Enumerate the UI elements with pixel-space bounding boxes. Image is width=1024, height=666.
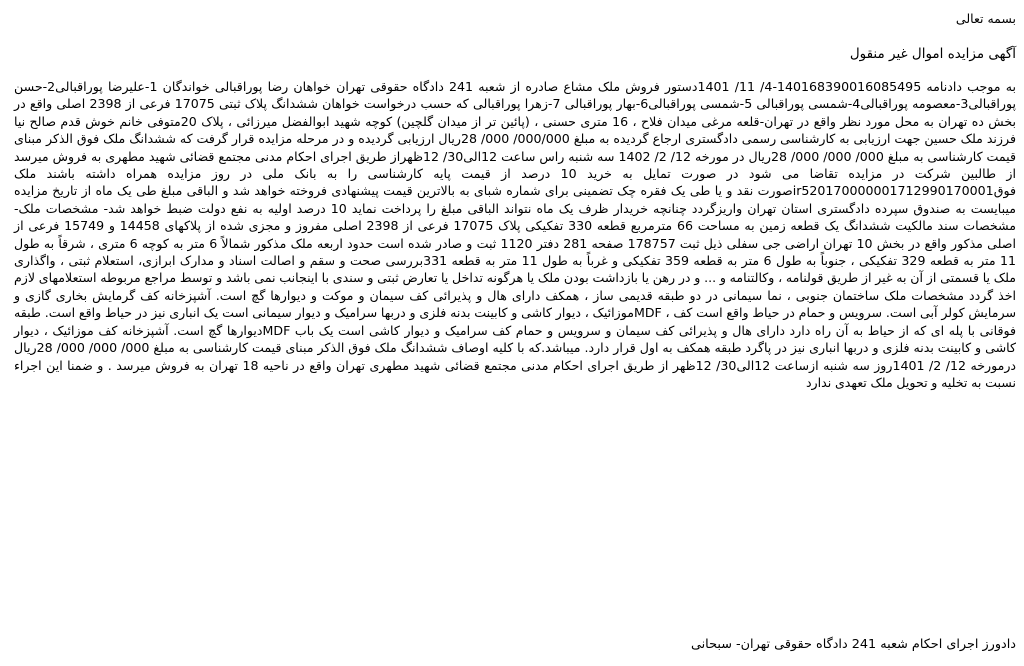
notice-title: آگهی مزایده اموال غیر منقول: [849, 46, 1016, 62]
notice-body-paragraph: به موجب دادنامه 140168390016085495-4/ 11/ 1401دستور فروش ملک مشاع صادره از شعبه 241 دادگاه حقوقی تهران خواهان رضا پوراقبالی خواندگان 1-علیرضا پوراقبالی2-حسن پوراقبالی3-معصومه پوراقبالی4-شمسی پوراقبالی 5-شمسی پوراقبالی6-بهار پوراقبالی 7-زهرا پوراقبالی که حسب درخواست خواهان ششدانگ پلاک ثبتی 17075 فرعی از 2398 اصلی واقع در بخش ده تهران به محل مورد نظر واقع در تهران-قلعه مرغی میدان فلاح ، 16 متری حسنی ، (پائین تر از میدان گلچین) کوچه شهید ابوالفضل میرزائی ، پلاک 20متوفی خانم خوش قدم صالح نیا فرزند ملک حسین جهت ارزیابی به کارشناسی رسمی دادگستری ارجاع گردیده به مبلغ 000/000/ 000/ 28ریال ارزیابی گردیده و در مرحله مزایده قرار گرفت که ششدانگ ملک فوق الذکر مبنای قیمت کارشناسی به مبلغ 000/ 000/ 000/ 28ریال در مورخه 12/ 2/ 1402 سه شنبه راس ساعت 12الی30/ 12ظهراز طریق اجرای احکام مدنی مجتمع قضائی شهید مطهری به فروش میرسد از طالبین شرکت در مزایده تقاضا می شود در صورت تمایل به خرید 10 درصد از قیمت پایه کارشناسی را به بانک ملی در روز مزایده همراه داشته باشند ملک فوقir520170000001712990170001صورت نقد و یا طی یک فقره چک تضمینی برای شماره شبای به بالاترین قیمت پیشنهادی فروخته خواهد شد و الباقی مبلغ طی یک ماه از تاریخ مزایده میبایست به صندوق سپرده دادگستری استان تهران واریزگردد چنانچه خریدار ظرف یک ماه نتواند الباقی مبلغ را پرداخت نماید 10 درصد اولیه به نفع دولت ضبط خواهد شد- مشخصات ملک-مشخصات سند مالکیت ششدانگ یک قطعه زمین به مساحت 66 مترمربع قطعه 330 تفکیکی پلاک 17075 فرعی از 2398 اصلی مفروز و مجزی شده از پلاکهای 14458 و 15749 فرعی از اصلی مذکور واقع در بخش 10 تهران اراضی جی سفلی ذیل ثبت 178757 صفحه 281 دفتر 1120 ثبت و صادر شده است حدود اربعه ملک مذکور شمالاً 6 متر به کوچه 6 متری ، شرقاً به طول 11 متر به قطعه 329 تفکیکی ، جنوباً به طول 6 متر به قطعه 359 تفکیکی و غرباً به طول 11 متر به قطعه 331بررسی صحت و سقم و اصالت اسناد و مدارک ابرازی، استعلام ثبتی ، واگذاری ملک یا قسمتی از آن به غیر از طریق قولنامه ، وکالتنامه و ... و در رهن یا بازداشت بودن ملک یا هرگونه تداخل یا تعارض ثبتی و سندی با اینجانب نمی باشد و توسط مراجع مربوطه استعلامهای لازم اخذ گردد مشخصات ملک ساختمان جنوبی ، نما سیمانی در دو طبقه قدیمی ساز ، همکف دارای هال و پذیرائی کف سیمان و موکت و دیوارها گچ است. آشپزخانه کف گرمایش بخاری گازی و سرمایش کولر آبی است. سرویس و حمام در حیاط واقع است کف ، MDFموزائیک ، دیوار کاشی و کابینت بدنه فلزی و دربها سرامیک و دیوار سیمانی است یک انباری نیز در حیاط واقع است. طبقه فوقانی با پله ای که از حیاط به آن راه دارد دارای هال و پذیرائی کف سیمان و سرویس و حمام کف سرامیک و دیوار کاشی است یک باب MDFدیوارها گچ است. آشپزخانه کف موزائیک ، دیوار کاشی و کابینت بدنه فلزی و دربها انباری نیز در پاگرد طبقه همکف به اول قرار دارد. میباشد.که با کلیه اوصاف ششدانگ ملک فوق الذکر مبنای قیمت کارشناسی به مبلغ 000/ 000/ 000/ 28ریال درمورخه 12/ 2/ 1401روز سه شنبه ازساعت 12الی30/ 12ظهر از طریق اجرای احکام مدنی مجتمع قضائی شهید مطهری تهران واقع در ناحیه 18 تهران به فروش میرسد . و ضمنا این اجراء نسبت به تخلیه و تحویل ملک تعهدی ندارد: [14, 79, 1017, 390]
basmala-heading: بسمه تعالی: [955, 11, 1016, 26]
notice-signature: دادورز اجرای احکام شعبه 241 دادگاه حقوقی تهران- سبحانی: [690, 637, 1016, 652]
